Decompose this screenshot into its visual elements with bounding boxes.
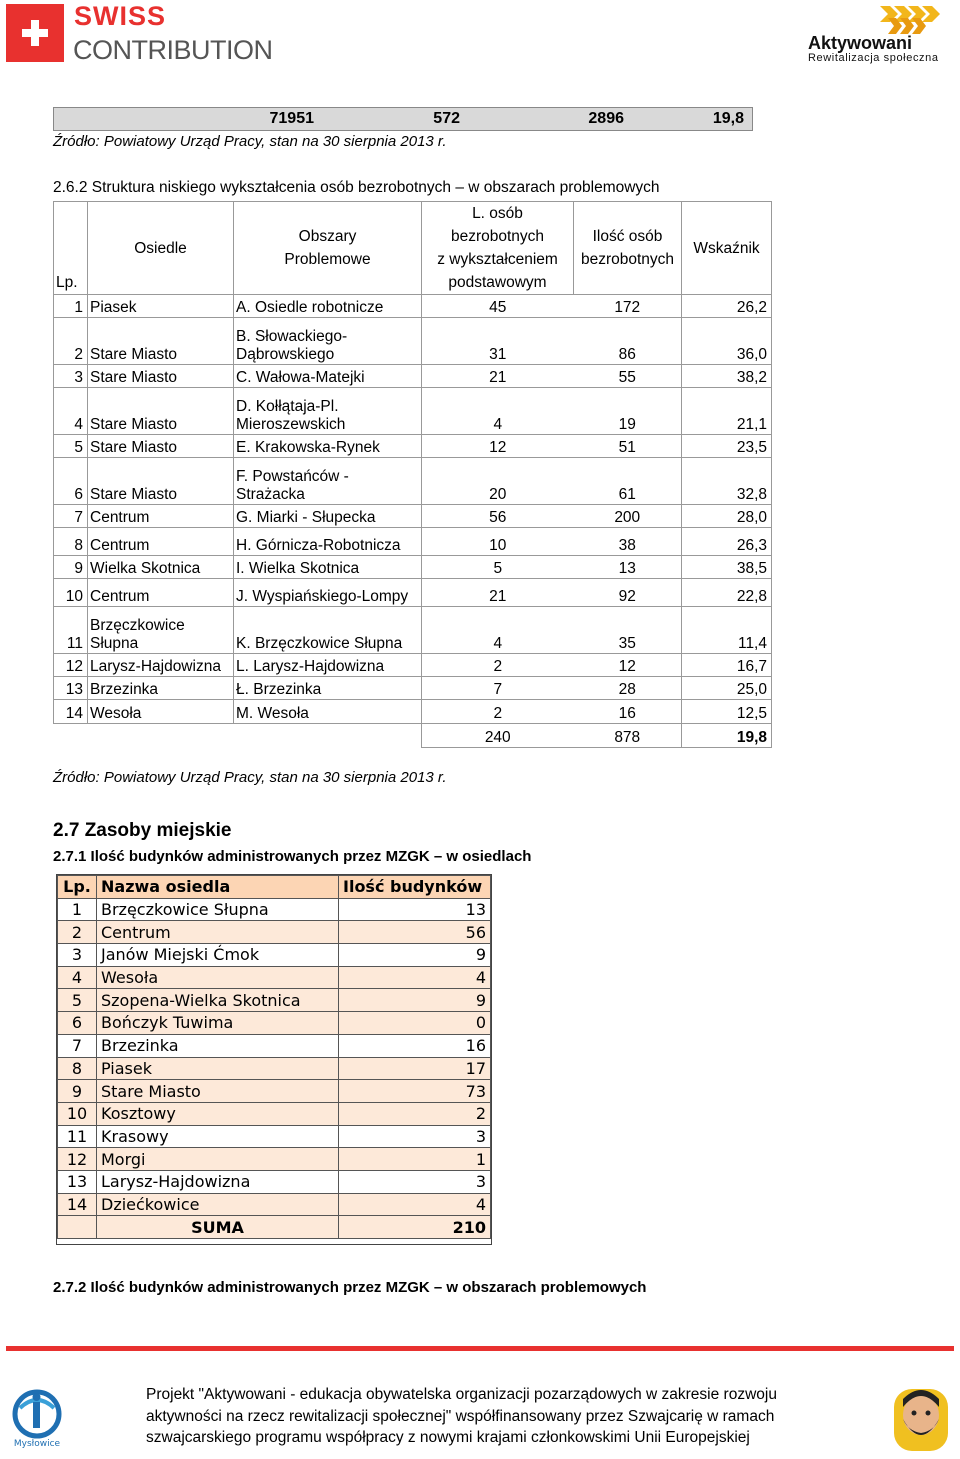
cell-osiedle: Wielka Skotnica (88, 556, 234, 579)
cell-lp: 2 (54, 318, 88, 365)
summary-value-2: 572 (433, 110, 460, 127)
cell-nazwa: Larysz-Hajdowizna (97, 1170, 339, 1193)
cell-liczba: 4 (422, 388, 574, 435)
cell-osiedle: Stare Miasto (88, 435, 234, 458)
cell-osiedle: Centrum (88, 505, 234, 528)
summary-value-4: 19,8 (712, 110, 744, 127)
table-row (54, 700, 772, 724)
cell-obszar: Ł. Brzezinka (234, 677, 422, 700)
cell-ilosc: 86 (574, 318, 682, 365)
cell-lp: 11 (54, 607, 88, 654)
source-note-2: Źródło: Powiatowy Urząd Pracy, stan na 30 sierpnia 2013 r. (53, 769, 447, 786)
buildings-table-frame (56, 874, 492, 1245)
table-row (58, 944, 491, 967)
cell-lp: 12 (58, 1148, 97, 1171)
table-total-row (54, 724, 772, 748)
contribution-logo-text: CONTRIBUTION (73, 35, 273, 65)
section-heading-27: 2.7 Zasoby miejskie (53, 820, 232, 841)
summary-row (53, 107, 753, 131)
cell-obszar: E. Krakowska-Rynek (234, 435, 422, 458)
footer-line-1: Projekt "Aktywowani - edukacja obywatelska organizacji pozarządowych w zakresie rozwoju (146, 1386, 777, 1403)
cell-ilosc: 3 (339, 1125, 491, 1148)
cell-obszar: M. Wesoła (234, 700, 422, 724)
cell-lp: 13 (54, 677, 88, 700)
cell-lp: 7 (54, 505, 88, 528)
cell-obszar: A. Osiedle robotnicze (234, 295, 422, 318)
cell-ilosc: 38 (574, 528, 682, 556)
cell-nazwa: Szopena-Wielka Skotnica (97, 989, 339, 1012)
table-header-row (58, 876, 491, 899)
cell-lp: 14 (54, 700, 88, 724)
cell-ilosc: 172 (574, 295, 682, 318)
table-row (54, 458, 772, 505)
cell-lp: 8 (58, 1057, 97, 1080)
cell-osiedle: Centrum (88, 528, 234, 556)
cell-nazwa: Janów Miejski Ćmok (97, 944, 339, 967)
cell-liczba: 2 (422, 700, 574, 724)
cell-lp: 5 (58, 989, 97, 1012)
cell-wskaznik: 28,0 (682, 505, 772, 528)
cell-wskaznik: 38,5 (682, 556, 772, 579)
table-row (58, 921, 491, 944)
cell-liczba: 21 (422, 579, 574, 607)
cell-liczba: 20 (422, 458, 574, 505)
swiss-flag-logo (6, 4, 64, 62)
header-liczba-osob: L. osób bezrobotnych z wykształceniem podstawowym (422, 202, 574, 295)
cell-nazwa: Brzęczkowice Słupna (97, 898, 339, 921)
cell-obszar: K. Brzęczkowice Słupna (234, 607, 422, 654)
total-ilosc: 878 (574, 724, 682, 748)
cell-wskaznik: 16,7 (682, 654, 772, 677)
unemployment-structure-table (53, 201, 772, 748)
cell-liczba: 31 (422, 318, 574, 365)
cell-obszar: D. Kołłątaja-Pl. Mieroszewskich (234, 388, 422, 435)
cell-wskaznik: 11,4 (682, 607, 772, 654)
cell-nazwa: Wesoła (97, 966, 339, 989)
cell-wskaznik: 38,2 (682, 365, 772, 388)
cell-ilosc: 16 (574, 700, 682, 724)
summary-value-1: 71951 (269, 110, 314, 127)
header-ilosc-osob: Ilość osób bezrobotnych (574, 202, 682, 295)
total-liczba: 240 (422, 724, 574, 748)
cell-nazwa: Bończyk Tuwima (97, 1012, 339, 1035)
cell-osiedle: Stare Miasto (88, 365, 234, 388)
table-row (54, 388, 772, 435)
header-lp: Lp. (54, 202, 88, 295)
cell-lp: 4 (58, 966, 97, 989)
buildings-by-estate-table (57, 875, 491, 1239)
cell-osiedle: Brzezinka (88, 677, 234, 700)
footer-line-3: szwajcarskiego programu współpracy z nowymi krajami członkowskimi Unii Europejskiej (146, 1429, 750, 1446)
cell-nazwa: Kosztowy (97, 1102, 339, 1125)
cell-wskaznik: 23,5 (682, 435, 772, 458)
summary-value-3: 2896 (588, 110, 624, 127)
table-header-row (54, 202, 772, 295)
cell-osiedle: Brzęczkowice Słupna (88, 607, 234, 654)
cell-nazwa: Morgi (97, 1148, 339, 1171)
cell-liczba: 56 (422, 505, 574, 528)
cell-lp: 14 (58, 1193, 97, 1216)
header-osiedle: Osiedle (88, 202, 234, 295)
section-heading-272: 2.7.2 Ilość budynków administrowanych przez MZGK – w obszarach problemowych (53, 1279, 647, 1296)
cell-liczba: 7 (422, 677, 574, 700)
cell-nazwa: Dziećkowice (97, 1193, 339, 1216)
cell-nazwa: Centrum (97, 921, 339, 944)
table-row (54, 579, 772, 607)
cell-wskaznik: 32,8 (682, 458, 772, 505)
sum-value: 210 (339, 1216, 491, 1239)
cell-wskaznik: 21,1 (682, 388, 772, 435)
cell-wskaznik: 22,8 (682, 579, 772, 607)
table-row (58, 898, 491, 921)
cell-lp: 8 (54, 528, 88, 556)
cell-nazwa: Stare Miasto (97, 1080, 339, 1103)
cell-lp: 6 (58, 1012, 97, 1035)
cell-ilosc: 12 (574, 654, 682, 677)
cell-lp: 5 (54, 435, 88, 458)
cell-liczba: 12 (422, 435, 574, 458)
table-row (54, 677, 772, 700)
cell-lp: 9 (58, 1080, 97, 1103)
table-row (58, 989, 491, 1012)
table-row (54, 556, 772, 579)
table-row (54, 295, 772, 318)
cell-ilosc: 0 (339, 1012, 491, 1035)
cell-ilosc: 200 (574, 505, 682, 528)
section-heading-271: 2.7.1 Ilość budynków administrowanych przez MZGK – w osiedlach (53, 848, 532, 865)
cell-ilosc: 56 (339, 921, 491, 944)
cell-lp: 12 (54, 654, 88, 677)
total-wskaznik: 19,8 (682, 724, 772, 748)
table-row (54, 654, 772, 677)
cell-ilosc: 51 (574, 435, 682, 458)
cell-ilosc: 4 (339, 966, 491, 989)
cell-lp: 4 (54, 388, 88, 435)
myslowice-logo-icon (6, 1388, 68, 1450)
cell-osiedle: Wesoła (88, 700, 234, 724)
cell-liczba: 10 (422, 528, 574, 556)
header-nazwa-osiedla: Nazwa osiedla (97, 876, 339, 899)
cell-lp: 9 (54, 556, 88, 579)
table-row (58, 1057, 491, 1080)
table-row (58, 1170, 491, 1193)
cell-ilosc: 9 (339, 989, 491, 1012)
cell-obszar: J. Wyspiańskiego-Lompy (234, 579, 422, 607)
cell-ilosc: 4 (339, 1193, 491, 1216)
cell-ilosc: 16 (339, 1034, 491, 1057)
cell-obszar: L. Larysz-Hajdowizna (234, 654, 422, 677)
cell-ilosc: 17 (339, 1057, 491, 1080)
cell-obszar: B. Słowackiego- Dąbrowskiego (234, 318, 422, 365)
table-sum-row (58, 1216, 491, 1239)
cell-ilosc: 13 (574, 556, 682, 579)
sum-label: SUMA (97, 1216, 339, 1239)
cell-lp: 11 (58, 1125, 97, 1148)
cell-liczba: 2 (422, 654, 574, 677)
cell-obszar: I. Wielka Skotnica (234, 556, 422, 579)
cell-ilosc: 73 (339, 1080, 491, 1103)
cell-nazwa: Brzezinka (97, 1034, 339, 1057)
cell-wskaznik: 25,0 (682, 677, 772, 700)
cell-wskaznik: 36,0 (682, 318, 772, 365)
cell-obszar: F. Powstańców - Strażacka (234, 458, 422, 505)
table-row (58, 1125, 491, 1148)
cell-nazwa: Piasek (97, 1057, 339, 1080)
aktywowani-logo-subtitle: Rewitalizacja społeczna (808, 52, 939, 64)
footer-divider (6, 1346, 954, 1351)
table-row (58, 1148, 491, 1171)
header-obszary: Obszary Problemowe (234, 202, 422, 295)
cell-ilosc: 1 (339, 1148, 491, 1171)
cell-wskaznik: 26,2 (682, 295, 772, 318)
cell-osiedle: Stare Miasto (88, 318, 234, 365)
cell-nazwa: Krasowy (97, 1125, 339, 1148)
table-row (54, 607, 772, 654)
cell-ilosc: 9 (339, 944, 491, 967)
bearded-man-emblem-icon (890, 1385, 952, 1455)
cell-lp: 13 (58, 1170, 97, 1193)
cell-ilosc: 13 (339, 898, 491, 921)
cell-lp: 1 (54, 295, 88, 318)
table-row (58, 1034, 491, 1057)
table-row (58, 1080, 491, 1103)
cell-wskaznik: 26,3 (682, 528, 772, 556)
cell-osiedle: Stare Miasto (88, 458, 234, 505)
cell-osiedle: Larysz-Hajdowizna (88, 654, 234, 677)
footer-project-text (146, 1384, 846, 1449)
cell-osiedle: Stare Miasto (88, 388, 234, 435)
cell-liczba: 21 (422, 365, 574, 388)
svg-text:Mysłowice: Mysłowice (13, 1439, 61, 1449)
swiss-logo-text: SWISS (74, 1, 167, 31)
cell-lp: 2 (58, 921, 97, 944)
cell-ilosc: 2 (339, 1102, 491, 1125)
cell-ilosc: 55 (574, 365, 682, 388)
cell-obszar: G. Miarki - Słupecka (234, 505, 422, 528)
cell-lp: 10 (54, 579, 88, 607)
cell-ilosc: 92 (574, 579, 682, 607)
source-note-1: Źródło: Powiatowy Urząd Pracy, stan na 30 sierpnia 2013 r. (53, 133, 447, 150)
cell-lp: 3 (54, 365, 88, 388)
cell-lp: 1 (58, 898, 97, 921)
aktywowani-arrows-icon (880, 4, 946, 36)
header-wskaznik: Wskaźnik (682, 202, 772, 295)
cell-lp: 10 (58, 1102, 97, 1125)
header-lp: Lp. (58, 876, 97, 899)
cell-lp: 3 (58, 944, 97, 967)
table-row (54, 365, 772, 388)
cell-lp: 6 (54, 458, 88, 505)
cell-osiedle: Piasek (88, 295, 234, 318)
cell-lp: 7 (58, 1034, 97, 1057)
cell-liczba: 5 (422, 556, 574, 579)
section-heading-262: 2.6.2 Struktura niskiego wykształcenia osób bezrobotnych – w obszarach problemowych (53, 179, 660, 196)
aktywowani-logo-text: Aktywowani (808, 33, 913, 53)
table-row (54, 318, 772, 365)
table-row (58, 1102, 491, 1125)
table-row (54, 435, 772, 458)
cell-ilosc: 3 (339, 1170, 491, 1193)
table-row (58, 966, 491, 989)
table-row (58, 1012, 491, 1035)
cell-ilosc: 19 (574, 388, 682, 435)
cell-ilosc: 61 (574, 458, 682, 505)
cell-liczba: 45 (422, 295, 574, 318)
table-row (54, 528, 772, 556)
cell-obszar: C. Wałowa-Matejki (234, 365, 422, 388)
table-row (54, 505, 772, 528)
cell-obszar: H. Górnicza-Robotnicza (234, 528, 422, 556)
cell-wskaznik: 12,5 (682, 700, 772, 724)
cell-liczba: 4 (422, 607, 574, 654)
header-ilosc-budynkow: Ilość budynków (339, 876, 491, 899)
cell-osiedle: Centrum (88, 579, 234, 607)
cell-ilosc: 28 (574, 677, 682, 700)
footer-line-2: aktywności na rzecz rewitalizacji społecznej" współfinansowany przez Szwajcarię w ramach (146, 1407, 775, 1425)
cell-ilosc: 35 (574, 607, 682, 654)
table-row (58, 1193, 491, 1216)
